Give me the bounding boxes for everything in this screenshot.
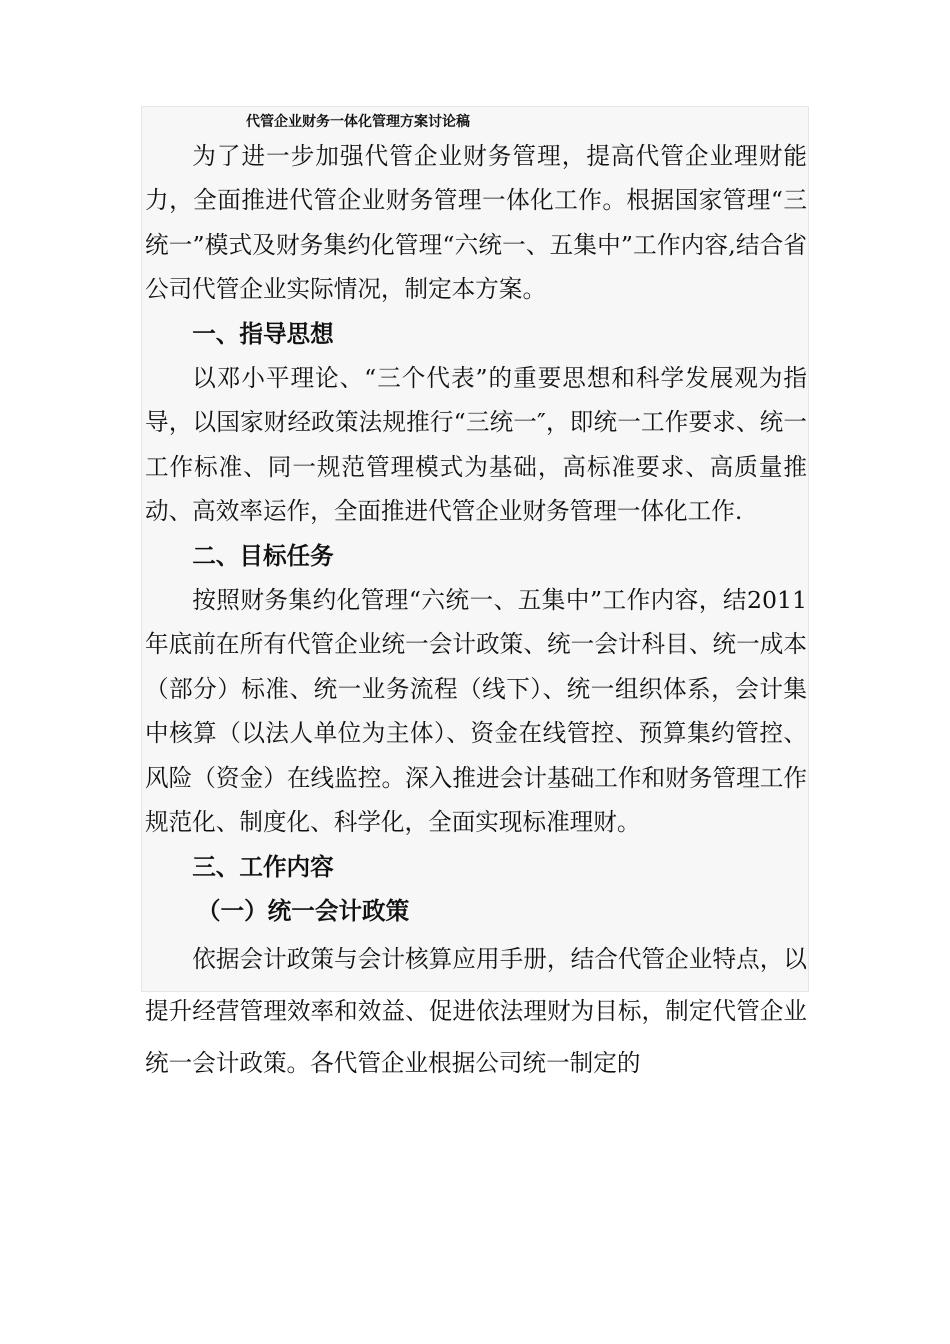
- intro-paragraph: 为了进一步加强代管企业财务管理，提高代管企业理财能力，全面推进代管企业财务管理一体化工作。根据国家管理“三统一”模式及财务集约化管理“六统一、五集中”工作内容,结合省公司代管企业实际情况，制定本方案。: [145, 142, 807, 304]
- guiding-ideology-paragraph: 以邓小平理论、“三个代表”的重要思想和科学发展观为指导，以国家财经政策法规推行“三统一″，即统一工作要求、统一工作标准、同一规范管理模式为基础，高标准要求、高质量推动、高效率运作，全面推进代管企业财务管理一体化工作.: [145, 364, 807, 526]
- goals-tasks-paragraph: 按照财务集约化管理“六统一、五集中”工作内容，结2011年底前在所有代管企业统一会计政策、统一会计科目、统一成本（部分）标准、统一业务流程（线下）、统一组织体系，会计集中核算（以法人单位为主体）、资金在线管控、预算集约管控、风险（资金）在线监控。深入推进会计基础工作和财务管理工作规范化、制度化、科学化，全面实现标准理财。: [145, 586, 807, 837]
- section-heading-guiding-ideology: 一、指导思想: [192, 319, 334, 348]
- document-title: 代管企业财务一体化管理方案讨论稿: [246, 114, 470, 130]
- section-heading-work-content: 三、工作内容: [192, 852, 334, 881]
- document-body: [145, 106, 807, 1089]
- unified-accounting-policy-paragraph: 依据会计政策与会计核算应用手册，结合代管企业特点，以提升经营管理效率和效益、促进依法理财为目标，制定代管企业统一会计政策。各代管企业根据公司统一制定的: [145, 944, 807, 1077]
- section-heading-goals-tasks: 二、目标任务: [192, 541, 334, 570]
- subsection-heading-unified-accounting-policy: （一）统一会计政策: [196, 896, 410, 925]
